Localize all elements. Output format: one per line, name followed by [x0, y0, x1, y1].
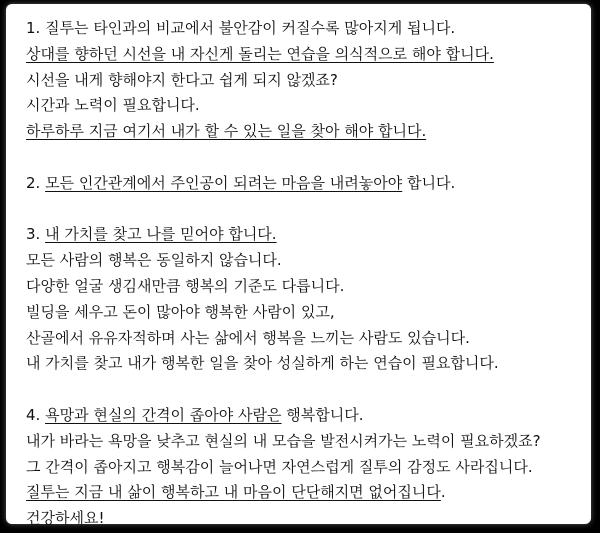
section1-line-4: 시간과 노력이 필요합니다. — [26, 96, 200, 115]
section2-rest: 합니다. — [402, 173, 456, 192]
section4-rest: 행복합니다. — [281, 405, 364, 424]
section4-number: 4. — [26, 405, 46, 424]
section3-line-4: 빌딩을 세우고 돈이 많아야 행복한 사람이 있고, — [26, 302, 335, 321]
section1-line-2: 상대를 향하던 시선을 내 자신게 돌리는 연습을 의식적으로 해야 합니다. — [26, 44, 494, 63]
spacer — [26, 197, 586, 223]
section3-line-2: 모든 사람의 행복은 동일하지 않습니다. — [26, 251, 282, 270]
section1-line-5: 하루하루 지금 여기서 내가 할 수 있는 일을 찾아 해야 합니다. — [26, 122, 427, 141]
section1-heading: 1. 질투는 타인과의 비교에서 불안감이 커질수록 많아지게 됩니다. — [26, 19, 456, 37]
section3-number: 3. — [26, 225, 46, 244]
closing-line: 건강하세요! — [26, 509, 105, 528]
section3-underlined: 내 가치를 찾고 나를 믿어야 합니다. — [45, 225, 277, 244]
section3-line-6: 내 가치를 찾고 내가 행복한 일을 찾아 성실하게 하는 연습이 필요합니다. — [26, 354, 499, 373]
section4-line-4 — [26, 480, 586, 506]
section3-line-3: 다양한 얼굴 생김새만큼 행복의 기준도 다릅니다. — [26, 276, 345, 295]
text-card — [6, 4, 591, 528]
section2-underlined: 모든 인간관계에서 주인공이 되려는 마음을 내려놓아야 — [45, 173, 403, 192]
article-body — [26, 16, 586, 532]
section1-line-3: 시선을 내게 향해야지 한다고 쉽게 되지 않겠죠? — [26, 70, 338, 89]
section4-line-3: 그 간격이 좁아지고 행복감이 늘어나면 자연스럽게 질투의 감정도 사라집니다. — [26, 457, 533, 476]
section4-underlined: 욕망과 현실의 간격이 좁아야 사람은 — [45, 405, 282, 424]
section2-heading — [26, 171, 586, 197]
section4-line-4-underlined: 질투는 지금 내 삶이 행복하고 내 마음이 단단해지면 없어집니다 — [26, 483, 441, 502]
section3-line-5: 산골에서 유유자적하며 사는 삶에서 행복을 느끼는 사람도 있습니다. — [26, 328, 470, 347]
spacer — [26, 377, 586, 403]
section3-heading — [26, 222, 586, 248]
spacer — [26, 145, 586, 171]
section4-line-4-rest: . — [440, 483, 446, 502]
section4-line-2: 내가 바라는 욕망을 낮추고 현실의 내 모습을 발전시켜가는 노력이 필요하겠죠? — [26, 431, 541, 450]
section2-number: 2. — [26, 173, 46, 192]
section4-heading — [26, 403, 586, 429]
